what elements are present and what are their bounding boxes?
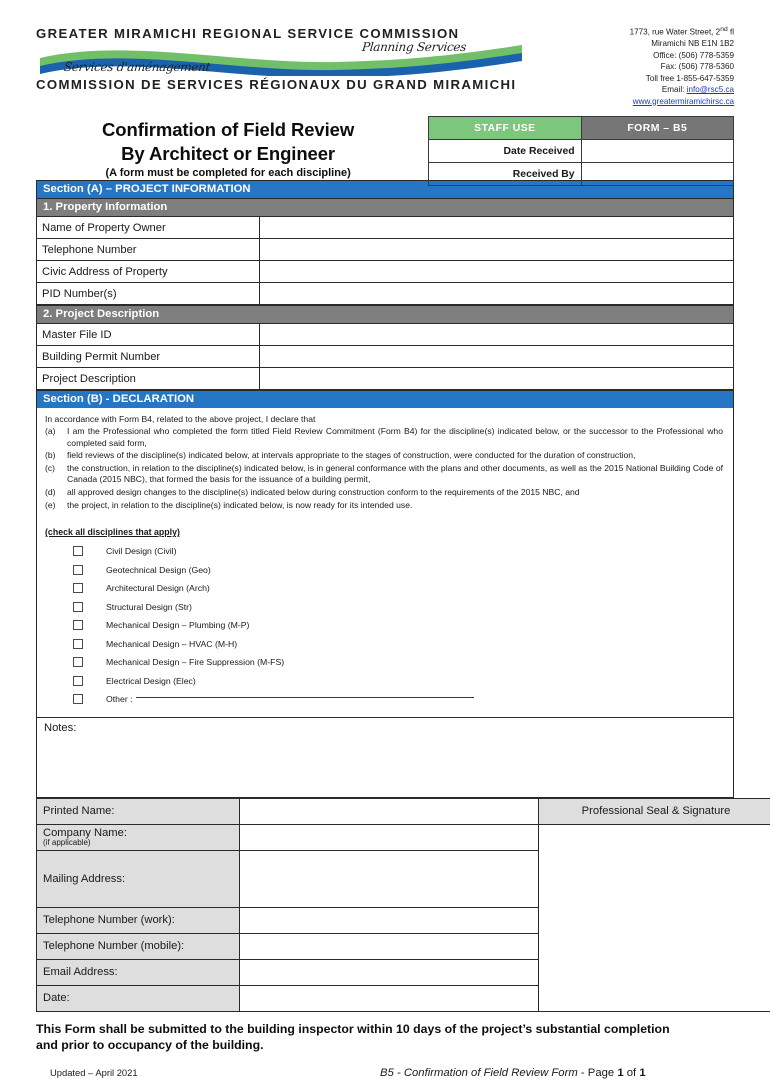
checkbox-icon[interactable] [73, 694, 83, 704]
checkbox-icon[interactable] [73, 639, 83, 649]
subsection-property-information-header: 1. Property Information [36, 198, 734, 216]
form-title [36, 116, 420, 179]
website-link[interactable]: www.greatermiramichirsc.ca [633, 97, 734, 106]
discipline-row-civil[interactable] [45, 542, 725, 561]
checkbox-icon[interactable] [73, 676, 83, 686]
contact-address-line1: 1773, rue Water Street, 2nd fl [554, 25, 734, 38]
declaration-item-marker: (d) [45, 487, 67, 499]
form-title-line2: By Architect or Engineer [36, 142, 420, 166]
declaration-item-marker: (a) [45, 426, 67, 449]
discipline-label: Architectural Design (Arch) [106, 583, 210, 593]
discipline-label: Structural Design (Str) [106, 602, 192, 612]
logo-swoosh [36, 42, 526, 76]
mailing-address-field[interactable] [240, 850, 539, 907]
staff-received-by-row [429, 163, 734, 186]
printed-name-label: Printed Name: [37, 798, 240, 824]
telephone-work-label: Telephone Number (work): [37, 907, 240, 933]
submission-instruction [36, 1021, 736, 1054]
script-planning-services: Planning Services [361, 40, 467, 54]
declaration-item-marker: (b) [45, 450, 67, 462]
company-name-field[interactable] [240, 824, 539, 850]
organization-logo [36, 22, 528, 92]
table-row [37, 239, 734, 261]
professional-seal-area[interactable] [539, 824, 770, 1011]
checkbox-icon[interactable] [73, 657, 83, 667]
notes-label: Notes: [44, 722, 76, 734]
form-id-badge: FORM – B5 [581, 117, 733, 140]
footer-page-sep: - Page [578, 1067, 618, 1079]
declaration-item-text: the construction, in relation to the discipline(s) indicated below, is in general conformance with the plans and other documents, as well as the 2015 National Building Code of Canada (2015 NBC), that formed the basis for the issuance of a building permit, [67, 463, 725, 486]
email-address-field[interactable] [240, 959, 539, 985]
contact-info [554, 22, 734, 107]
discipline-label: Mechanical Design – Plumbing (M-P) [106, 620, 249, 630]
staff-use-header: STAFF USE [429, 117, 581, 140]
checkbox-icon[interactable] [73, 565, 83, 575]
company-name-label [37, 824, 240, 850]
received-by-field[interactable] [581, 163, 733, 186]
company-name-sublabel: (if applicable) [43, 838, 233, 847]
property-information-table [36, 216, 734, 305]
printed-name-field[interactable] [240, 798, 539, 824]
section-b-header: Section (B) - DECLARATION [36, 390, 734, 408]
declaration-item-text: I am the Professional who completed the form titled Field Review Commitment (Form B4) for the discipline(s) indicated below, or the successor to the Professional who completed said form, [67, 426, 725, 449]
title-and-staff-use [36, 116, 734, 180]
discipline-row-mechanical-fire-suppression[interactable] [45, 653, 725, 672]
date-field[interactable] [240, 985, 539, 1011]
owner-name-field[interactable] [260, 217, 734, 239]
discipline-row-geotechnical[interactable] [45, 561, 725, 580]
footer-document-title [380, 1067, 646, 1079]
professional-seal-label: Professional Seal & Signature [539, 798, 770, 824]
discipline-row-structural[interactable] [45, 598, 725, 617]
table-row [37, 346, 734, 368]
declaration-item-marker: (c) [45, 463, 67, 486]
telephone-work-field[interactable] [240, 907, 539, 933]
discipline-label: Mechanical Design – HVAC (M-H) [106, 639, 237, 649]
discipline-row-other[interactable] [45, 690, 725, 709]
footer-page-current: 1 [617, 1067, 623, 1079]
date-received-field[interactable] [581, 140, 733, 163]
submission-instruction-line2: and prior to occupancy of the building. [36, 1037, 736, 1054]
discipline-row-mechanical-plumbing[interactable] [45, 616, 725, 635]
footer-meta [36, 1067, 734, 1079]
contact-email-row: Email: info@rsc5.ca [554, 84, 734, 95]
form-title-subtitle: (A form must be completed for each discipline) [36, 167, 420, 179]
master-file-id-label: Master File ID [37, 324, 260, 346]
declaration-item [45, 487, 725, 499]
org-name-fr: COMMISSION DE SERVICES RÉGIONAUX DU GRAND MIRAMICHI [36, 77, 528, 92]
owner-name-label: Name of Property Owner [37, 217, 260, 239]
footer-page-of: of [624, 1067, 640, 1079]
date-received-label: Date Received [429, 140, 581, 163]
civic-address-field[interactable] [260, 261, 734, 283]
form-title-line1: Confirmation of Field Review [36, 118, 420, 142]
staff-use-header-row [429, 117, 734, 140]
submission-instruction-line1: This Form shall be submitted to the building inspector within 10 days of the project’s substantial completion [36, 1021, 736, 1038]
declaration-box [36, 408, 734, 718]
page-header [36, 22, 734, 108]
signature-table [36, 798, 770, 1012]
declaration-item [45, 463, 725, 486]
building-permit-number-label: Building Permit Number [37, 346, 260, 368]
checkbox-icon[interactable] [73, 602, 83, 612]
email-link[interactable]: info@rsc5.ca [687, 85, 734, 94]
table-row [37, 217, 734, 239]
declaration-item-text: the project, in relation to the discipline(s) indicated below, is now ready for its intended use. [67, 500, 725, 512]
telephone-mobile-field[interactable] [240, 933, 539, 959]
script-services-amenagement: Services d'aménagement [63, 60, 211, 74]
updated-date: Updated – April 2021 [50, 1067, 380, 1078]
staff-date-received-row [429, 140, 734, 163]
discipline-label: Mechanical Design – Fire Suppression (M-FS) [106, 657, 284, 667]
mailing-address-label: Mailing Address: [37, 850, 240, 907]
project-description-field[interactable] [260, 368, 734, 390]
discipline-label: Geotechnical Design (Geo) [106, 565, 211, 575]
discipline-row-mechanical-hvac[interactable] [45, 635, 725, 654]
discipline-label: Electrical Design (Elec) [106, 676, 196, 686]
company-name-label-text: Company Name: [43, 827, 127, 839]
notes-box[interactable] [36, 718, 734, 798]
contact-tollfree: Toll free 1-855-647-5359 [554, 73, 734, 84]
contact-website-row [554, 96, 734, 107]
received-by-label: Received By [429, 163, 581, 186]
pid-number-label: PID Number(s) [37, 283, 260, 305]
discipline-row-architectural[interactable] [45, 579, 725, 598]
checkbox-icon[interactable] [73, 546, 83, 556]
declaration-item-marker: (e) [45, 500, 67, 512]
checkbox-icon[interactable] [73, 583, 83, 593]
staff-use-table [428, 116, 734, 186]
building-permit-number-field[interactable] [260, 346, 734, 368]
email-address-label: Email Address: [37, 959, 240, 985]
checkbox-icon[interactable] [73, 620, 83, 630]
footer-page-total: 1 [639, 1067, 645, 1079]
contact-fax: Fax: (506) 778-5360 [554, 61, 734, 72]
owner-telephone-label: Telephone Number [37, 239, 260, 261]
section-a-header: Section (A) – PROJECT INFORMATION [36, 180, 734, 198]
footer-doc-name: B5 - Confirmation of Field Review Form [380, 1067, 578, 1079]
telephone-mobile-label: Telephone Number (mobile): [37, 933, 240, 959]
org-name-en: GREATER MIRAMICHI REGIONAL SERVICE COMMISSION [36, 26, 528, 41]
discipline-label: Civil Design (Civil) [106, 546, 176, 556]
discipline-other-input[interactable] [136, 697, 474, 698]
table-row [37, 824, 770, 850]
project-description-table [36, 323, 734, 390]
declaration-item [45, 500, 725, 512]
contact-address-line2: Miramichi NB E1N 1B2 [554, 38, 734, 49]
disciplines-check-heading: (check all disciplines that apply) [45, 527, 725, 537]
contact-office-phone: Office: (506) 778-5359 [554, 50, 734, 61]
declaration-item-text: all approved design changes to the discipline(s) indicated below during construction conform to the requirements of the 2015 NBC, and [67, 487, 725, 499]
table-row [37, 368, 734, 390]
table-row [37, 324, 734, 346]
declaration-intro: In accordance with Form B4, related to the above project, I declare that [45, 414, 725, 424]
declaration-item [45, 426, 725, 449]
table-row [37, 261, 734, 283]
declaration-item [45, 450, 725, 462]
pid-number-field[interactable] [260, 283, 734, 305]
owner-telephone-field[interactable] [260, 239, 734, 261]
discipline-other-label: Other : [106, 694, 133, 704]
date-label: Date: [37, 985, 240, 1011]
master-file-id-field[interactable] [260, 324, 734, 346]
project-description-label: Project Description [37, 368, 260, 390]
table-row [37, 798, 770, 824]
table-row [37, 283, 734, 305]
civic-address-label: Civic Address of Property [37, 261, 260, 283]
discipline-row-electrical[interactable] [45, 672, 725, 691]
declaration-item-text: field reviews of the discipline(s) indicated below, at intervals appropriate to the stages of construction, were conducted for the duration of construction, [67, 450, 725, 462]
subsection-project-description-header: 2. Project Description [36, 305, 734, 323]
